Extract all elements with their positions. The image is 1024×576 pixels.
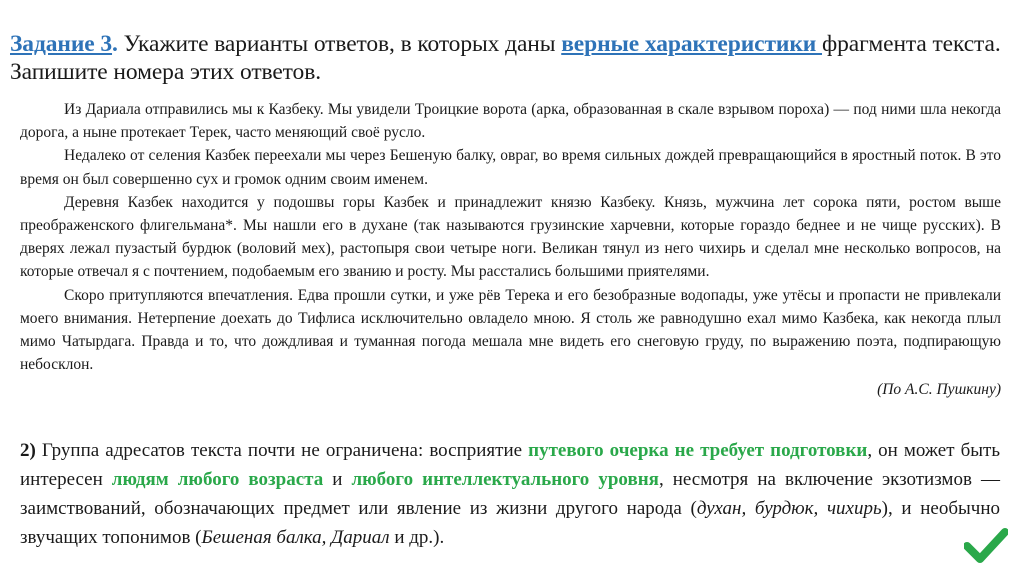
answer-highlight: любого интеллектуального уровня bbox=[351, 469, 659, 490]
answer-text: , несмотря на включение экзотизмов — заимствований, обозначающих предмет или явление из жизни другого народа ( bbox=[20, 469, 1000, 519]
excerpt-paragraph: Из Дариала отправились мы к Казбеку. Мы увидели Троицкие ворота (арка, образованная в скале взрывом пороха) — под ними шла некогда дорога, а ныне протекает Терек, часто меняющий своё русло. bbox=[20, 101, 1001, 142]
task-highlight: верные характеристики bbox=[561, 31, 823, 57]
checkmark-icon bbox=[964, 526, 1008, 566]
excerpt-source: (По А.С. Пушкину) bbox=[877, 381, 1001, 399]
answer-text: и bbox=[323, 469, 352, 490]
answer-number: 2) bbox=[20, 440, 36, 461]
text-excerpt bbox=[20, 98, 1001, 402]
answer-highlight: путевого очерка не требует подготовки bbox=[528, 440, 868, 461]
answer-option-2 bbox=[20, 436, 1000, 552]
excerpt-paragraph: Деревня Казбек находится у подошвы горы Казбек и принадлежит князю Казбеку. Князь, мужчина лет сорока пяти, ростом выше преображенского флигельмана*. Мы нашли его в духане (так называются грузинские харчевни, которые гораздо беднее и не чище русских). В дверях лежал пузастый бурдюк (воловий мех), растопыря свои четыре ноги. Великан тянул из него чихирь и сделал мне несколько вопросов, на которые отвечал я с почтением, подобаемым его званию и росту. Мы расстались большими приятелями. bbox=[20, 193, 1001, 281]
answer-text: и др.). bbox=[389, 527, 445, 548]
answer-text: , он может быть интересен bbox=[20, 440, 1001, 490]
excerpt-paragraph: Недалеко от селения Казбек переехали мы через Бешеную балку, овраг, во время сильных дождей превращающийся в яростный поток. В это время он был совершенно сух и громок одним своим именем. bbox=[20, 147, 1001, 188]
task-text-after: фрагмента текста. Запишите номера этих ответов. bbox=[10, 31, 1001, 85]
answer-text: Группа адресатов текста почти не ограничена: восприятие bbox=[35, 440, 529, 461]
answer-text: ), и необычно звучащих топонимов ( bbox=[20, 498, 1000, 548]
task-label: Задание 3 bbox=[10, 31, 113, 57]
answer-highlight: людям любого возраста bbox=[111, 469, 324, 490]
task-text-before: Укажите варианты ответов, в которых даны bbox=[117, 31, 562, 57]
answer-italic: Бешеная балка, Дариал bbox=[201, 527, 390, 548]
answer-italic: духан, бурдюк, чихирь bbox=[696, 498, 882, 519]
excerpt-paragraph: Скоро притупляются впечатления. Едва прошли сутки, и уже рёв Терека и его безобразные водопады, уже утёсы и пропасти не привлекали моего внимания. Нетерпение доехать до Тифлиса исключительно овладело мною. Я столь же равнодушно ехал мимо Казбека, как некогда плыл мимо Чатырдага. Правда и то, что дождливая и туманная погода мешала мне видеть его снеговую груду, по выражению поэта, подпирающую небосклон. bbox=[20, 286, 1001, 374]
task-heading bbox=[10, 30, 1015, 86]
task-label-dot: . bbox=[112, 31, 118, 57]
